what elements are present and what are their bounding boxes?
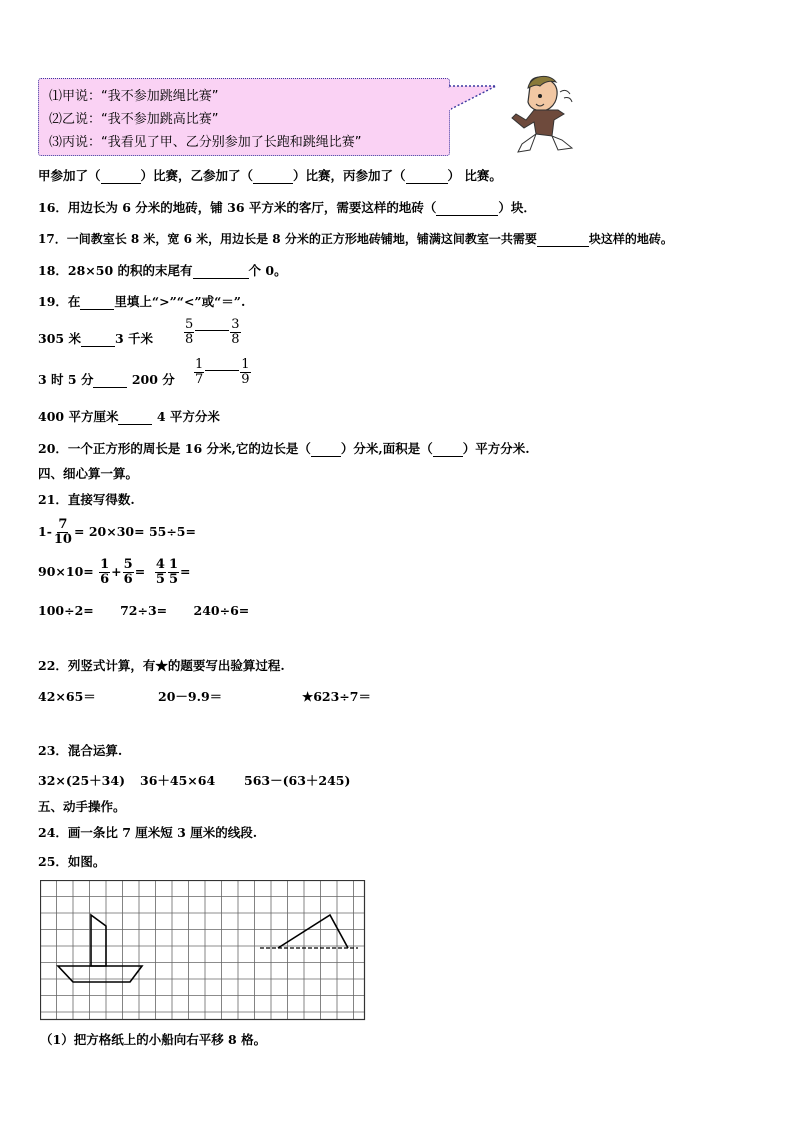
q19-row3-left-text: 400 平方厘米 (38, 409, 119, 424)
boat-sail (91, 915, 106, 966)
q19-row1-fracs (183, 318, 242, 347)
plus-sign: + (111, 564, 122, 579)
q15-blank-1[interactable] (101, 171, 141, 184)
q15-part1: 甲参加了（ (38, 168, 101, 183)
numerator: 1 (195, 357, 204, 372)
q21-r3-a: 100÷2= (38, 603, 94, 618)
q15-part4: ） 比赛。 (447, 168, 502, 183)
fraction (123, 558, 134, 587)
q16-prefix: 16．用边长为 6 分米的地砖，铺 36 平方米的客厅，需要这样的地砖（ (38, 200, 437, 215)
q21-r1-a-prefix: 1- (38, 524, 52, 539)
fraction (230, 318, 240, 347)
q16-line (38, 198, 536, 216)
equals-sign: = (179, 564, 191, 579)
q20-blank-1[interactable] (311, 444, 341, 457)
q18-blank[interactable] (193, 266, 249, 279)
q19-row3-blank[interactable] (118, 412, 152, 425)
q21-r2-a: 90×10= (38, 564, 94, 579)
q21-title: 21．直接写得数. (38, 492, 135, 507)
numerator: 3 (231, 317, 240, 332)
numerator: 5 (123, 557, 133, 572)
q19-title (38, 292, 245, 310)
q19-frac1-blank[interactable] (195, 318, 229, 331)
boat-hull (58, 966, 142, 982)
fraction (240, 358, 250, 387)
numerator: 1 (241, 357, 250, 372)
q17-suffix: 块这样的地砖。 (588, 232, 673, 246)
fraction (184, 318, 194, 347)
q18-prefix: 18．28×50 的积的末尾有 (38, 263, 193, 278)
q18-suffix: 个 0。 (248, 263, 287, 278)
q23-a: 32×(25＋34) (38, 773, 125, 788)
q19-title-blank (80, 297, 114, 310)
q25-sub1: （1）把方格纸上的小船向右平移 8 格。 (40, 1032, 267, 1047)
numerator: 7 (58, 517, 68, 532)
triangle-shape (278, 915, 348, 948)
denominator: 8 (185, 332, 194, 347)
q16-suffix: ）块． (498, 200, 536, 215)
q20-text3: ）平方分米. (462, 441, 530, 456)
denominator: 8 (231, 332, 240, 347)
q25-title: 25．如图。 (38, 854, 106, 869)
fraction (168, 558, 179, 587)
q15-line (38, 166, 502, 184)
denominator: 9 (241, 372, 250, 387)
q17-blank[interactable] (537, 234, 589, 247)
q15-blank-3[interactable] (406, 171, 448, 184)
q22-a: 42×65＝ (38, 689, 96, 704)
q19-row2-fracs (193, 358, 252, 387)
q19-row1-right-text: 3 千米 (114, 331, 154, 346)
numerator: 1 (168, 557, 178, 572)
q21-row2 (38, 558, 190, 587)
numerator: 1 (100, 557, 110, 572)
q21-row1 (38, 518, 196, 547)
q15-blank-2[interactable] (253, 171, 293, 184)
q21-r3-c: 240÷6= (193, 603, 250, 618)
q19-row3 (38, 407, 220, 425)
q20-text2: ）分米,面积是（ (340, 441, 433, 456)
q19-frac2-blank[interactable] (205, 358, 239, 371)
q23-b: 36＋45×64 (140, 773, 216, 788)
section-4-heading: 四、细心算一算。 (38, 466, 139, 481)
denominator: 7 (195, 372, 204, 387)
q22-b: 20－9.9＝ (158, 689, 223, 704)
q16-blank[interactable] (436, 203, 498, 216)
q20-line (38, 439, 530, 457)
denominator: 5 (155, 572, 165, 587)
q24: 24．画一条比 7 厘米短 3 厘米的线段. (38, 825, 258, 840)
q21-row3 (38, 603, 249, 618)
section-5-heading: 五、动手操作。 (38, 799, 126, 814)
q21-r1-b: 20×30= (88, 524, 145, 539)
q23-c: 563－(63＋245) (244, 773, 351, 788)
q19-row2-left-text: 3 时 5 分 (38, 372, 94, 387)
denominator: 6 (100, 572, 110, 587)
equals-sign: = (73, 524, 85, 539)
denominator: 10 (53, 532, 72, 547)
bubble-line-1: ⑴甲说：“我不参加跳绳比赛” (49, 89, 219, 104)
q17-prefix: 17．一间教室长 8 米，宽 6 米，用边长是 8 分米的正方形地砖铺地，铺满这间教室一共需要 (38, 232, 537, 246)
denominator: 6 (123, 572, 133, 587)
equals-sign: = (134, 564, 146, 579)
q18-line (38, 261, 287, 279)
numerator: 5 (185, 317, 194, 332)
q19-row3-right-text: 4 平方分米 (156, 409, 220, 424)
q15-part3: ）比赛，丙参加了（ (293, 168, 406, 183)
q19-row1-left (38, 329, 153, 347)
q19-row2-blank[interactable] (93, 375, 127, 388)
fraction (155, 558, 166, 587)
square-grid (40, 880, 366, 1021)
q21-r1-c: 55÷5= (148, 524, 196, 539)
bubble-line-3: ⑶丙说：“我看见了甲、乙分别参加了长跑和跳绳比赛” (49, 135, 362, 150)
fraction (194, 358, 204, 387)
q21-r3-b: 72÷3= (120, 603, 168, 618)
numerator: 4 (155, 557, 165, 572)
bubble-line-2: ⑵乙说：“我不参加跳高比赛” (49, 112, 219, 127)
q19-row2-right-text: 200 分 (131, 372, 175, 387)
q19-row2-left (38, 370, 175, 388)
q19-prefix: 19．在 (38, 294, 81, 309)
fraction (99, 558, 110, 587)
q22-c: ★623÷7＝ (302, 689, 371, 704)
q17-line (38, 230, 673, 247)
fraction (53, 518, 73, 547)
running-boy-illustration (500, 74, 580, 156)
q22-title: 22．列竖式计算，有★的题要写出验算过程. (38, 658, 285, 673)
q15-part2: ）比赛，乙参加了（ (140, 168, 254, 183)
q19-row1-blank[interactable] (81, 334, 115, 347)
q23-title: 23．混合运算. (38, 743, 123, 758)
q19-suffix: 里填上“>”“<”或“＝”. (114, 294, 246, 309)
q20-blank-2[interactable] (433, 444, 463, 457)
denominator: 5 (168, 572, 178, 587)
speech-bubble (38, 78, 450, 156)
q19-row1-left-text: 305 米 (38, 331, 81, 346)
q20-text1: 20．一个正方形的周长是 16 分米,它的边长是（ (38, 441, 311, 456)
